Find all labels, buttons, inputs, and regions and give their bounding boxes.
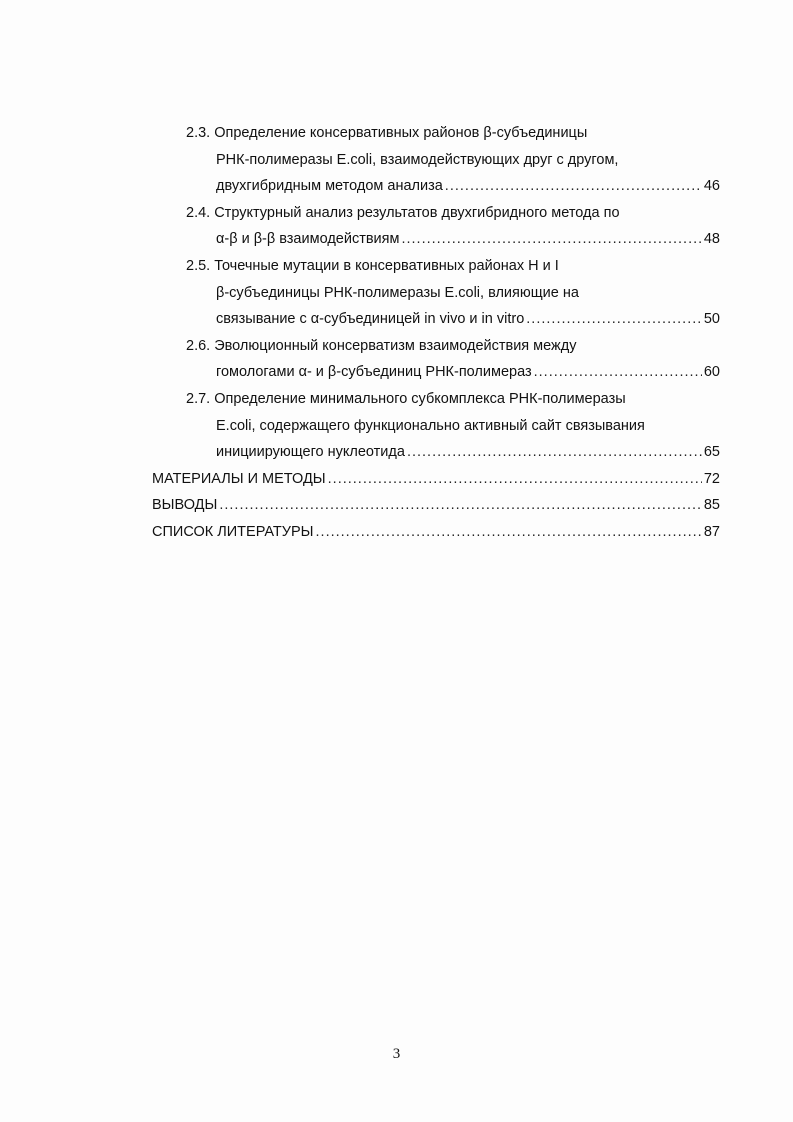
toc-entry-last-line — [186, 439, 720, 466]
dot-leader — [445, 173, 702, 200]
toc-section-conclusions — [152, 492, 720, 519]
toc-entry-2-6 — [152, 333, 720, 386]
dot-leader — [219, 492, 702, 519]
toc-page-number: 87 — [703, 523, 720, 540]
dot-leader — [401, 226, 701, 253]
toc-entry-line: E.coli, содержащего функционально активный сайт связывания — [216, 417, 645, 434]
page-number: 3 — [392, 1046, 401, 1062]
dot-leader — [526, 306, 702, 333]
dot-leader — [534, 359, 702, 386]
toc-page-number: 72 — [703, 470, 720, 487]
toc-page-number: 60 — [703, 364, 720, 381]
toc-entry-last-line — [186, 226, 720, 253]
toc-entry-last-line — [186, 173, 720, 200]
toc-page-number: 65 — [703, 444, 720, 461]
toc-section-references — [152, 519, 720, 546]
toc-page-number: 48 — [703, 231, 720, 248]
dot-leader — [328, 466, 702, 493]
toc-entry-text: двухгибридным методом анализа — [216, 178, 443, 195]
toc-entry-text: гомологами α- и β-субъединиц РНК-полимераз — [216, 364, 532, 381]
toc-entry-line: 2.5. Точечные мутации в консервативных районах H и I — [186, 257, 559, 274]
toc-section-title: МАТЕРИАЛЫ И МЕТОДЫ — [152, 470, 326, 487]
toc-entry-line: 2.4. Структурный анализ результатов двухгибридного метода по — [186, 204, 620, 221]
toc-entry-last-line — [186, 306, 720, 333]
dot-leader — [407, 439, 702, 466]
dot-leader — [316, 519, 702, 546]
toc-entry-2-4 — [152, 200, 720, 253]
toc-page-number: 85 — [703, 497, 720, 514]
toc-entry-text: связывание с α-субъединицей in vivo и in vitro — [216, 311, 525, 328]
table-of-contents — [152, 120, 720, 546]
toc-section-materials-methods — [152, 466, 720, 493]
toc-entry-2-5 — [152, 253, 720, 333]
toc-entry-text: α-β и β-β взаимодействиям — [216, 231, 400, 248]
toc-entry-line: 2.7. Определение минимального субкомплекса РНК-полимеразы — [186, 390, 626, 407]
toc-entry-line: β-субъединицы РНК-полимеразы E.coli, влияющие на — [216, 284, 579, 301]
toc-entry-line: 2.3. Определение консервативных районов β-субъединицы — [186, 125, 588, 141]
toc-section-title: ВЫВОДЫ — [152, 497, 218, 514]
toc-page-number: 50 — [703, 311, 720, 328]
toc-entry-2-7 — [152, 386, 720, 466]
toc-entry-last-line — [186, 359, 720, 386]
toc-entry-line: 2.6. Эволюционный консерватизм взаимодействия между — [186, 337, 577, 354]
toc-entry-text: инициирующего нуклеотида — [216, 444, 405, 461]
toc-section-title: СПИСОК ЛИТЕРАТУРЫ — [152, 523, 314, 540]
toc-entry-line: РНК-полимеразы E.coli, взаимодействующих друг с другом, — [216, 151, 619, 168]
toc-entry-2-3 — [152, 120, 720, 200]
toc-page-number: 46 — [703, 178, 720, 195]
